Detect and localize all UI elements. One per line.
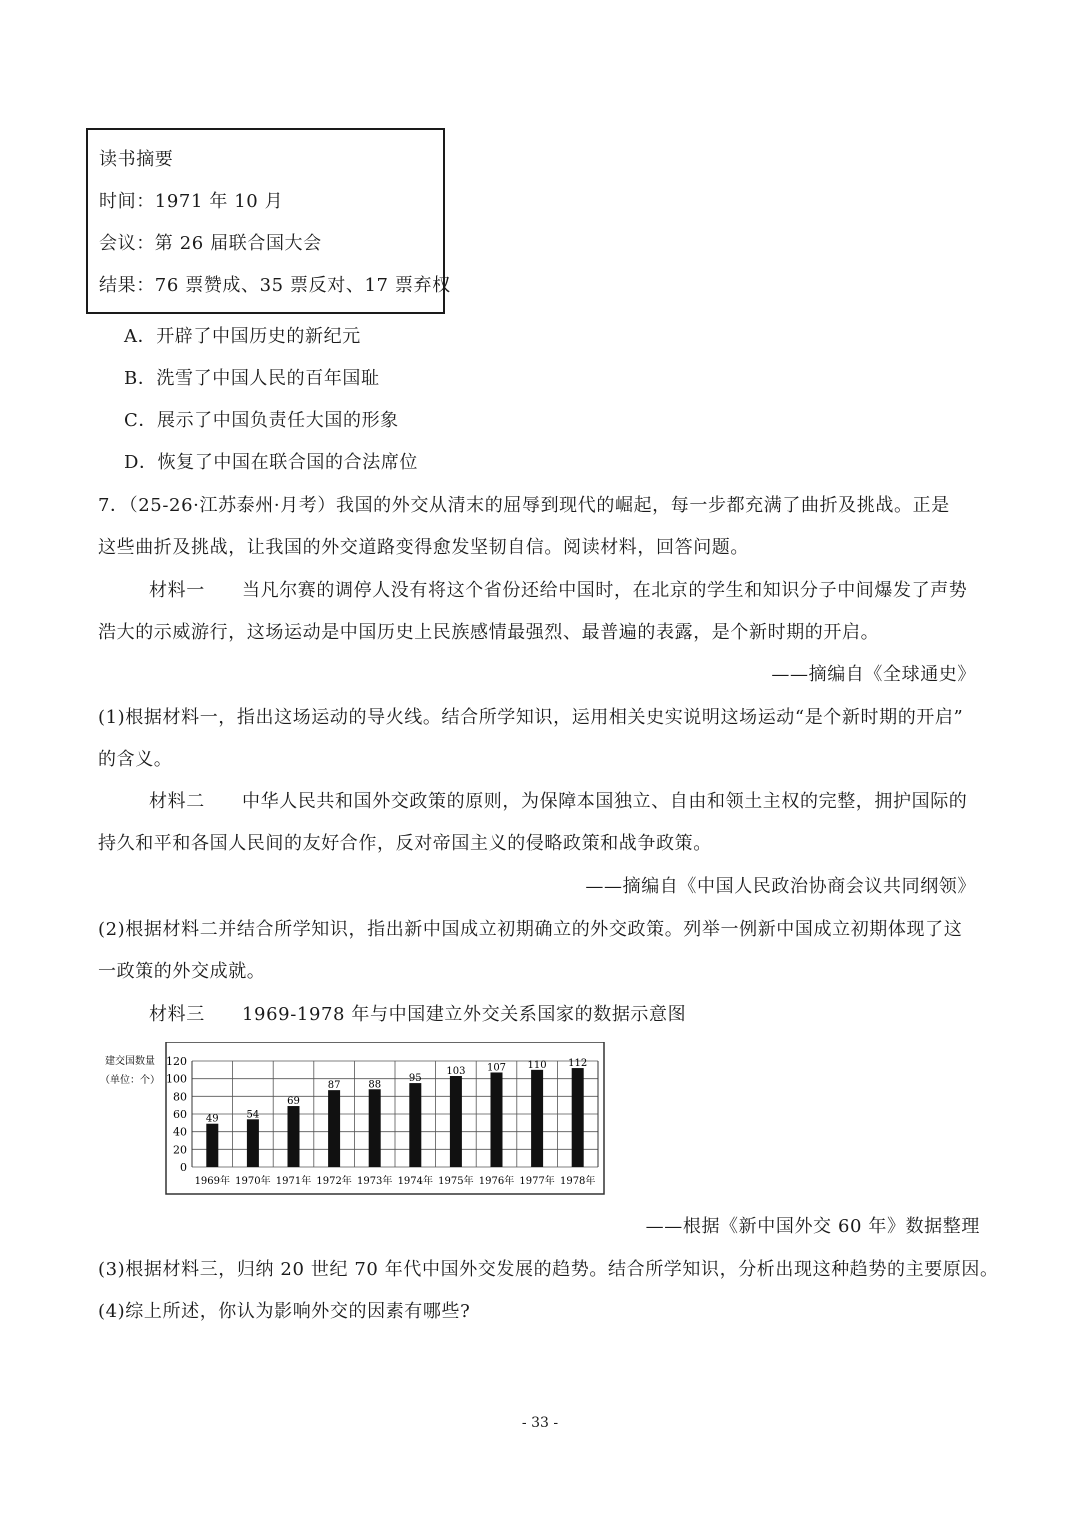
question-2-cont: 一政策的外交成就。 [98, 961, 266, 982]
material-1-source: ——摘编自《全球通史》 [771, 664, 976, 685]
material-1: 材料一 当凡尔赛的调停人没有将这个省份还给中国时，在北京的学生和知识分子中间爆发了声势 [149, 580, 968, 601]
material-2-source: ——摘编自《中国人民政治协商会议共同纲领》 [585, 876, 976, 897]
y-tick-label-40: 40 [173, 1125, 187, 1139]
bar-1971年 [288, 1106, 300, 1167]
material-3-title: 材料三 1969-1978 年与中国建立外交关系国家的数据示意图 [149, 1004, 687, 1025]
value-label-1973年: 88 [368, 1079, 382, 1091]
bar-1970年 [247, 1119, 259, 1167]
material-1-cont: 浩大的示威游行，这场运动是中国历史上民族感情最强烈、最普遍的表露，是个新时期的开启。 [98, 622, 880, 643]
value-label-1972年: 87 [327, 1080, 341, 1092]
bar-1974年 [409, 1083, 421, 1167]
option-a: A．开辟了中国历史的新纪元 [124, 326, 361, 347]
y-tick-label-120: 120 [166, 1055, 187, 1068]
question-4: (4)综上所述，你认为影响外交的因素有哪些? [98, 1301, 471, 1322]
x-tick-label-1969年: 1969年 [194, 1176, 231, 1187]
x-tick-label-1974年: 1974年 [397, 1176, 434, 1187]
bar-1976年 [491, 1072, 503, 1167]
x-tick-label-1971年: 1971年 [275, 1176, 312, 1187]
page-number: - 33 - [521, 1415, 559, 1431]
bar-1972年 [328, 1090, 340, 1167]
material-2-cont: 持久和平和各国人民间的友好合作，反对帝国主义的侵略政策和战争政策。 [98, 833, 712, 854]
value-label-1970年: 54 [246, 1109, 260, 1121]
value-label-1975年: 103 [446, 1066, 466, 1078]
box-title: 读书摘要 [99, 149, 174, 170]
question-7-intro: 7．（25-26·江苏泰州·月考）我国的外交从清末的屈辱到现代的崛起，每一步都充满了曲折及挑战。正是 [98, 495, 950, 516]
box-time: 时间：1971 年 10 月 [99, 191, 284, 212]
bar-1977年 [531, 1070, 543, 1167]
question-2: (2)根据材料二并结合所学知识，指出新中国成立初期确立的外交政策。列举一例新中国成立初期体现了这 [98, 919, 963, 940]
value-label-1978年: 112 [568, 1058, 588, 1070]
diplomatic-relations-bar-chart [92, 1042, 612, 1197]
y-axis-label-line1: 建交国数量 [105, 1056, 155, 1067]
value-label-1976年: 107 [486, 1062, 507, 1074]
reading-summary-box [86, 128, 451, 314]
y-tick-label-20: 20 [173, 1143, 187, 1157]
x-tick-label-1973年: 1973年 [356, 1176, 393, 1187]
box-result: 结果：76 票赞成、35 票反对、17 票弃权 [99, 275, 451, 296]
value-label-1971年: 69 [287, 1096, 300, 1108]
question-3: (3)根据材料三，归纳 20 世纪 70 年代中国外交发展的趋势。结合所学知识，分析出现这种趋势的主要原因。 [98, 1259, 999, 1280]
y-tick-label-100: 100 [166, 1072, 187, 1086]
material-2: 材料二 中华人民共和国外交政策的原则，为保障本国独立、自由和领土主权的完整，拥护国际的 [149, 791, 968, 812]
y-tick-label-60: 60 [173, 1108, 187, 1121]
bar-1975年 [450, 1076, 462, 1167]
x-tick-label-1977年: 1977年 [519, 1176, 555, 1187]
value-label-1969年: 49 [205, 1113, 219, 1125]
question-7-intro-cont: 这些曲折及挑战，让我国的外交道路变得愈发坚韧自信。阅读材料，回答问题。 [98, 537, 749, 558]
option-c: C．展示了中国负责任大国的形象 [124, 410, 399, 431]
material-3-source: ——根据《新中国外交 60 年》数据整理 [645, 1216, 980, 1237]
box-meeting: 会议：第 26 届联合国大会 [99, 233, 322, 254]
question-1-cont: 的含义。 [98, 749, 173, 770]
question-1: (1)根据材料一，指出这场运动的导火线。结合所学知识，运用相关史实说明这场运动“是个新时期的开启” [98, 707, 964, 728]
x-tick-label-1970年: 1970年 [235, 1176, 271, 1187]
option-d: D．恢复了中国在联合国的合法席位 [124, 452, 419, 473]
y-tick-label-0: 0 [180, 1161, 187, 1174]
bar-1973年 [369, 1089, 381, 1167]
x-tick-label-1972年: 1972年 [316, 1176, 352, 1187]
bar-1978年 [572, 1068, 584, 1167]
y-tick-label-80: 80 [173, 1090, 187, 1104]
x-tick-label-1975年: 1975年 [438, 1176, 474, 1187]
value-label-1974年: 95 [408, 1073, 422, 1085]
y-axis-label-line2: （单位：个） [100, 1075, 160, 1086]
bar-1969年 [206, 1124, 218, 1167]
x-tick-label-1978年: 1978年 [559, 1176, 596, 1187]
option-b: B．洗雪了中国人民的百年国耻 [124, 368, 380, 389]
x-tick-label-1976年: 1976年 [478, 1176, 515, 1187]
value-label-1977年: 110 [527, 1059, 547, 1071]
